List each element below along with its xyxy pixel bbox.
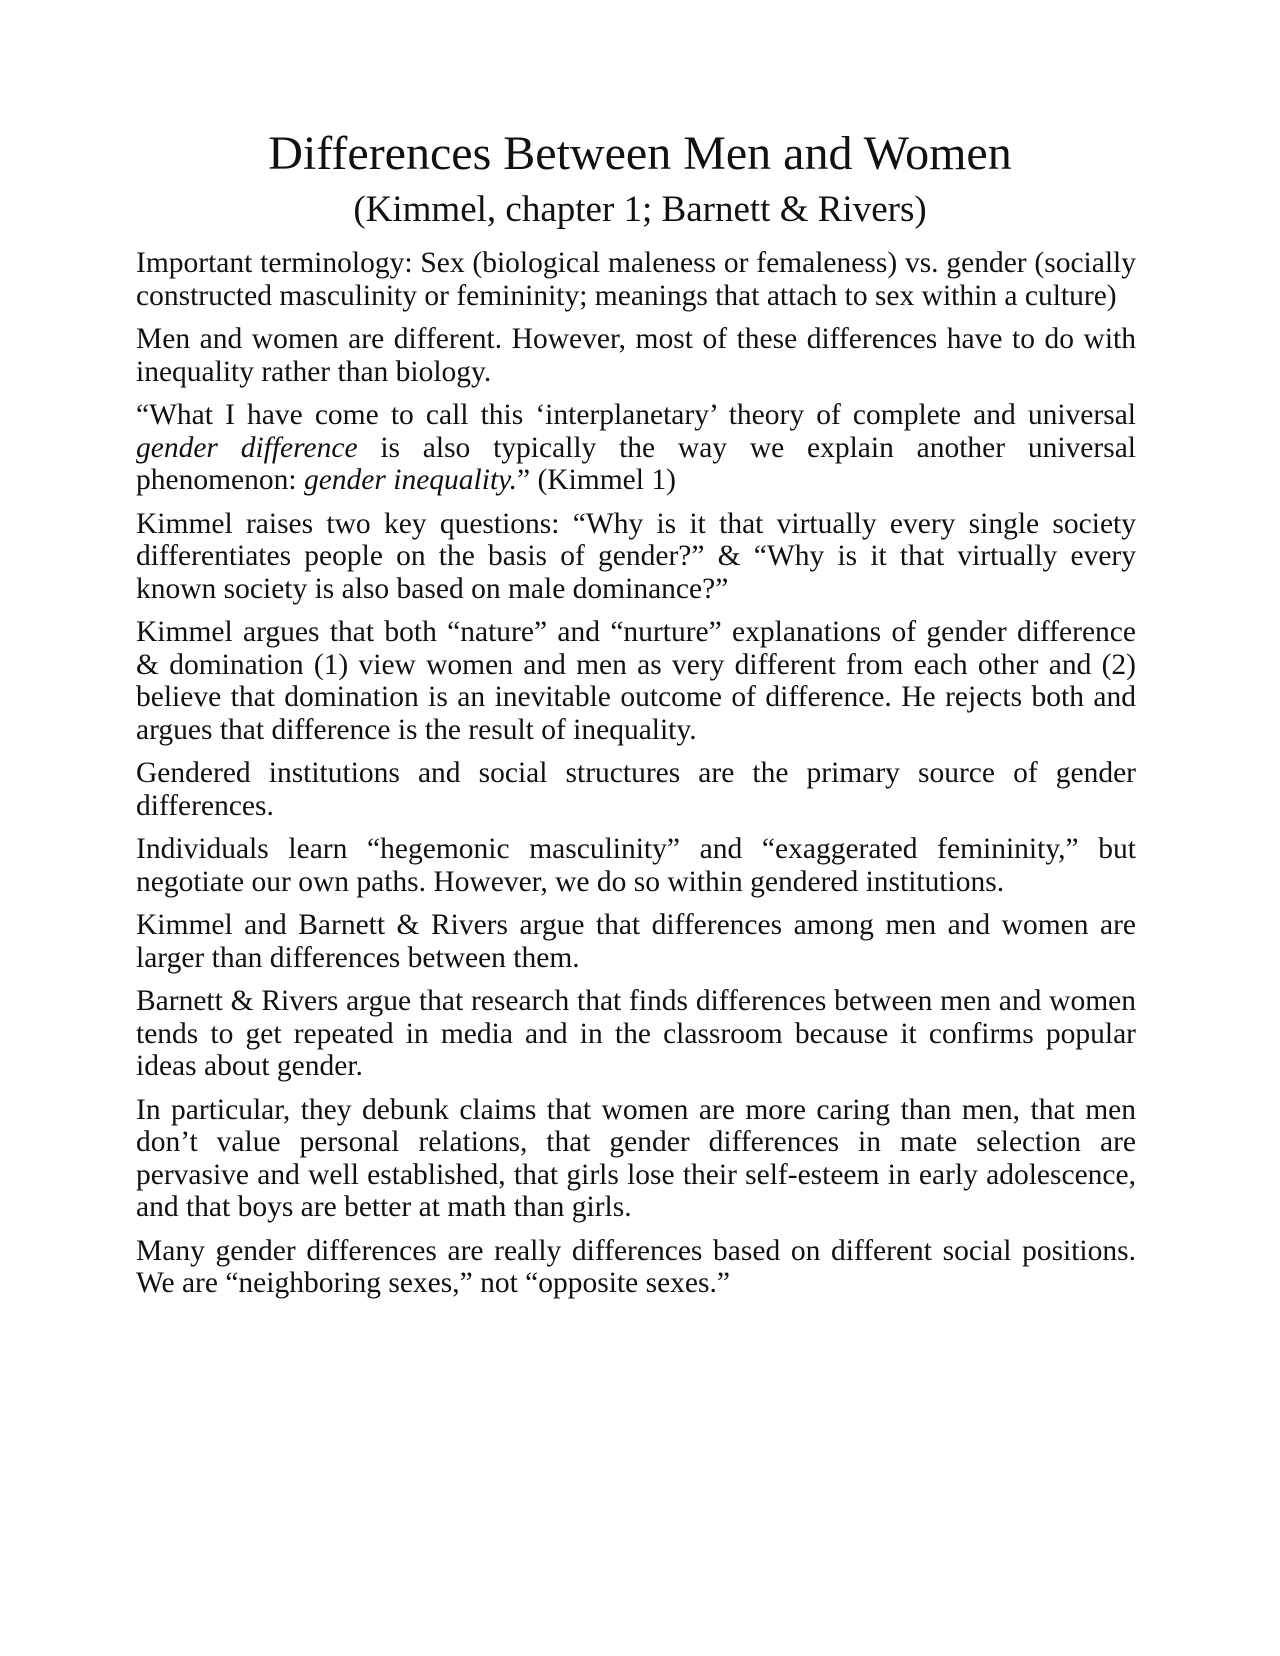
- paragraph-differences: Men and women are different. However, most of these differences have to do with inequality rather than biology.: [136, 323, 1136, 388]
- paragraph-key-questions: Kimmel raises two key questions: “Why is it that virtually every single society differentiates people on the basis of gender?” & “Why is it that virtually every known society is also based on male dominance?”: [136, 507, 1136, 605]
- quote-text: is also typically the way we explain another universal phenomenon:: [136, 431, 1136, 496]
- paragraph-neighboring: Many gender differences are really differences based on different social positions. We are “neighboring sexes,” not “opposite sexes.”: [136, 1234, 1136, 1299]
- paragraph-kimmel-quote: [136, 399, 1136, 497]
- paragraph-terminology: Important terminology: Sex (biological maleness or femaleness) vs. gender (socially constructed masculinity or femininity; meanings that attach to sex within a culture): [136, 247, 1136, 312]
- page-subtitle: (Kimmel, chapter 1; Barnett & Rivers): [353, 189, 927, 230]
- paragraph-among-between: Kimmel and Barnett & Rivers argue that differences among men and women are larger than differences between them.: [136, 909, 1136, 974]
- document-body: [136, 247, 1136, 1311]
- paragraph-debunk: In particular, they debunk claims that women are more caring than men, that men don’t value personal relations, that gender differences in mate selection are pervasive and well established, that girls lose their self-esteem in early adolescence, and that boys are better at math than girls.: [136, 1093, 1136, 1223]
- quote-text: “What I have come to call this ‘interplanetary’ theory of complete and universal: [136, 399, 1136, 431]
- paragraph-hegemonic: Individuals learn “hegemonic masculinity” and “exaggerated femininity,” but negotiate our own paths. However, we do so within gendered institutions.: [136, 833, 1136, 898]
- paragraph-nature-nurture: Kimmel argues that both “nature” and “nurture” explanations of gender difference & domination (1) view women and men as very different from each other and (2) believe that domination is an inevitable outcome of difference. He rejects both and argues that difference is the result of inequality.: [136, 616, 1136, 746]
- page-title: Differences Between Men and Women: [268, 127, 1012, 180]
- quote-citation: ” (Kimmel 1): [516, 464, 676, 496]
- quote-emphasis: gender difference: [136, 431, 358, 464]
- paragraph-research: Barnett & Rivers argue that research that finds differences between men and women tends to get repeated in media and in the classroom because it confirms popular ideas about gender.: [136, 985, 1136, 1082]
- quote-emphasis: gender inequality.: [303, 464, 517, 496]
- paragraph-institutions: Gendered institutions and social structures are the primary source of gender differences.: [136, 757, 1136, 822]
